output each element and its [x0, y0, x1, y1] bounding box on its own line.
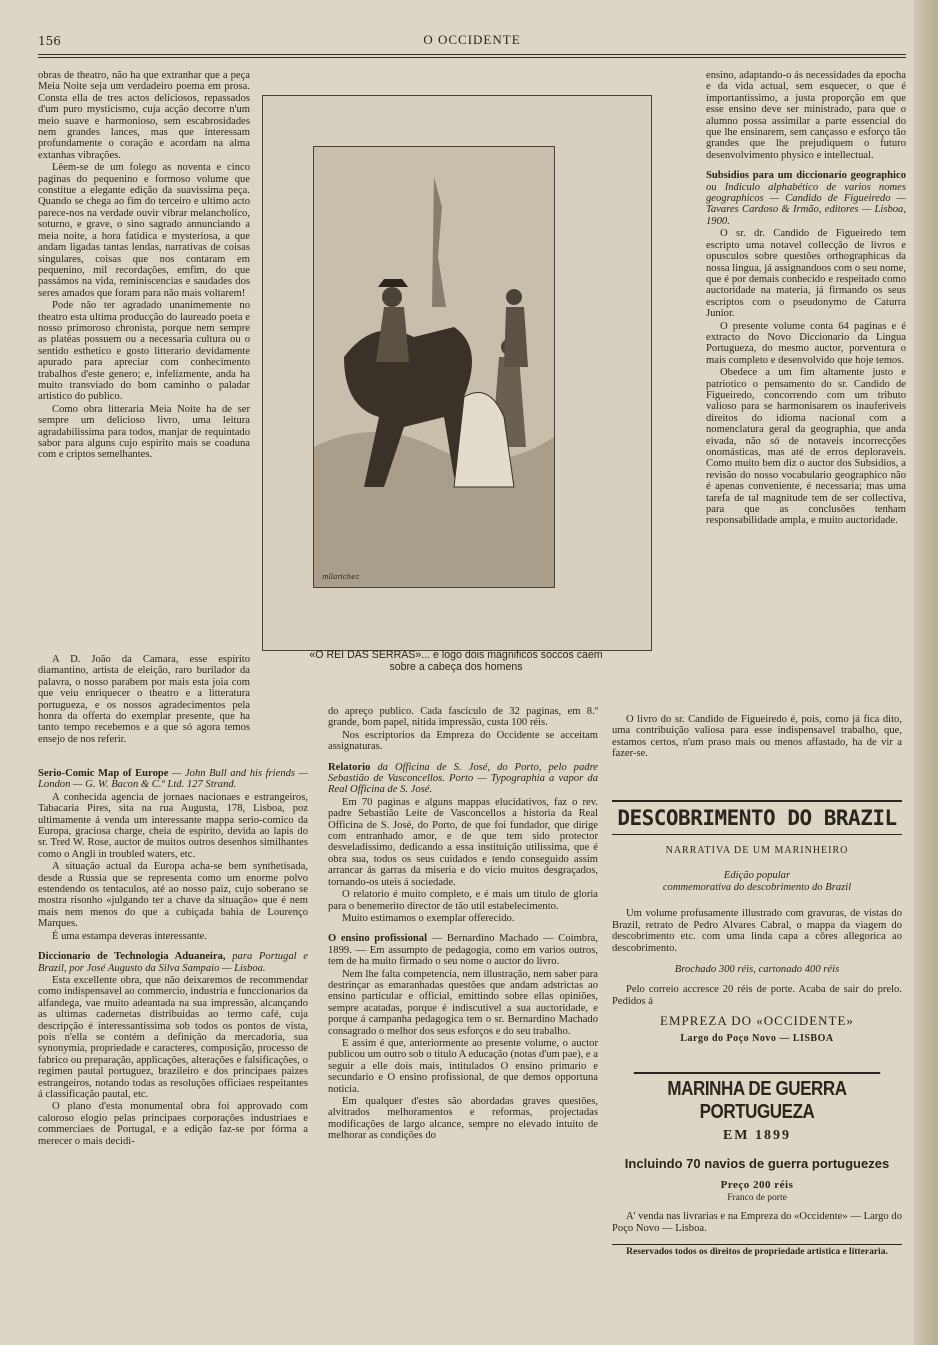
- caption-line: «O REI DAS SERRAS»... e logo dois magnificos soccos caem: [309, 649, 603, 661]
- review-heading: [328, 933, 598, 967]
- paragraph: Pode não ter agradado unanimemente no theatro esta ultima producção do laureado poeta e nosso primoroso chronista, porque nem sempre as platéas possuem ou a necessaria cultura ou o sentido esthetico e gosto litterario devidamente apurado para apreciar com conhecimento trabalhos d'este genero; e, infelizmente, anda ha muito transviado do bom caminho o paladar artistico do publico.: [38, 300, 250, 403]
- paragraph: O sr. dr. Candido de Figueiredo tem escripto uma notavel collecção de livros e opusculos sobre questões orthographicas da nossa lingua, já assignandoos com o seu nome, que é por demais conhecido e respeitado como auctoridade na materia, já firmando os seus escriptos com o pseudonymo de Caturra Junior.: [706, 228, 906, 320]
- review-meta: da Officina de S. José, do Porto, pelo padre Sebastião de Vasconcellos. Porto — Typographia a vapor da Real Officina de S. José.: [328, 761, 598, 796]
- review-meta: para Portugal e Brazil, por José Augusto da Silva Sampaio — Lisboa.: [38, 951, 308, 974]
- column-1: [38, 70, 250, 462]
- paragraph: Em 70 paginas e alguns mappas elucidativos, faz o rev. padre Sebastião Leite de Vasconcellos a historia da Real Officina de S. José, do Porto, de que foi fundador, que dirige com entranhado amor, e de que tem sido protector desveladissimo, dedicando a essa instituição utilissima, que é obra sua, todos os seus cuidados e tendo conseguido assim arrancar ás garras da miseria e do vicio muitos desgraçados, tornando-os uteis á sociedade.: [328, 796, 598, 888]
- paragraph: O presente volume conta 64 paginas e é extracto do Novo Diccionario da Lingua Portugueza, do mesmo auctor, porventura o mais completo e desenvolvido que hoje temos.: [706, 320, 906, 366]
- review-heading: [38, 768, 308, 791]
- column-3: [706, 70, 906, 528]
- artist-signature: mllarichez: [322, 573, 360, 581]
- paragraph: obras de theatro, não ha que extranhar que a peça Meia Noite seja um verdadeiro poema em prosa. Consta ella de tres actos deliciosos, repassados d'um puro mysticismo, cuja acção decorre n'um meio suave e harmonioso, sem escabrosidades nem grandes lances, mas que interessam profundamente o coração e acordam na alma extanhas vibrações.: [38, 70, 250, 161]
- ad-year: EM 1899: [722, 1128, 792, 1143]
- column-2: [328, 706, 598, 1143]
- review-meta: — Bernardino Machado — Coimbra, 1899. — Em assumpto de pedagogia, como em varios outros, tem de ha muito firmado o seu nome o auctor do livro.: [328, 933, 598, 968]
- review-title: Diccionario de Technologia Aduaneira,: [38, 951, 226, 963]
- header-rule-2: [38, 57, 906, 58]
- page-header: [38, 30, 906, 52]
- paragraph: do apreço publico. Cada fasciculo de 32 paginas, em 8.º grande, bom papel, nitida impressão, custa 100 réis.: [328, 706, 598, 729]
- paragraph: É uma estampa deveras interessante.: [52, 930, 208, 942]
- paragraph: Lêem-se de um folego as noventa e cinco paginas do pequenino e formoso volume que constitue a elegante edição da suavissima peça. Quando se chega ao fim do terceiro e ultimo acto parece-nos na verdade ouvir vibrar melancholico, soturno, e grave, o sino sagrado annunciando a meia noite, a hora fatidica e mysteriosa, a que andam ligadas tantas lendas, narrativas de coisas singulares, coisas que nos contaram em pequenino, mil recordações, emfim, do que passámos na vida, reminiscencias e saudades dos seres amados que foram para não mais voltarem!: [38, 162, 250, 299]
- figure-caption: [262, 650, 650, 673]
- page-number: 156: [38, 34, 61, 48]
- ad-title: MARINHA DE GUERRA PORTUGUEZA: [634, 1072, 881, 1124]
- ad-edition: Edição popular: [723, 870, 791, 881]
- paragraph: Nos escriptorios da Empreza do Occidente se acceitam assignaturas.: [328, 729, 598, 753]
- paragraph: A situação actual da Europa acha-se bem synthetisada, desde a Russia que se representa como um enorme polvo estendendo os tentaculos, até ao nosso paiz, cujo soberano se mostra risonho «julgando ter a chave da situação» que é nem mais nem menos do que a cubiçada bahia de Lourenço Marques.: [38, 861, 308, 930]
- ad-includes: Incluindo 70 navios de guerra portuguezes: [624, 1156, 890, 1171]
- ad-rights: Reservados todos os direitos de propriedade artistica e litteraria.: [612, 1244, 902, 1258]
- paragraph: ensino, adaptando-o ás necessidades da epocha e da vida actual, sem esquecer, o que é importantissimo, a justa proporção em que esse ensino deve ser ministrado, para que o alumno possa assimilar a parte essencial do que lhe ensinarem, sem cançasso e esforço tão grandes que lhe prejudiquem o futuro desenvolvimento physico e intellectual.: [706, 70, 906, 161]
- review-title: Relatorio: [328, 761, 371, 773]
- review-title: O ensino profissional: [328, 933, 428, 945]
- paragraph: Como obra litteraria Meia Noite ha de ser sempre um delicioso livro, uma leitura agradabilissima para todos, manjar de requintado sabor para alguns cujo espirito mais se coaduna com e criptos semelhantes.: [38, 403, 250, 461]
- illustration: [313, 146, 555, 588]
- review-meta: — John Bull and his friends — London — G. W. Bacon & C.º Ltd. 127 Strand.: [38, 768, 308, 791]
- paragraph: Esta excellente obra, que não deixaremos de recommendar como indispensavel ao commercio, industria e funccionarios da alfandega, vae muito adeantada na sua impressão, alcançando as ultimas cadernetas distribuidas ao termo café, cuja descripção é interessantissima sob todos os pontos de vista, pois n'ella se contém a definição da mercadoria, sua synonymia, propriedade e caracteres, composição, processo de fabrico ou preparação, applicações, alterações e falsificações, o regimen pautal portuguez, brazileiro e dos principaes paizes estrangeiros, notando todas as resoluções officiaes respeitantes á classificação pautal, etc.: [38, 974, 308, 1100]
- paragraph: O livro do sr. Candido de Figueiredo é, pois, como já fica dito, uma contribuição valiosa para esse indispensavel trabalho, que, estamos certos, n'um praso mais ou menos affastado, ha de vir a fazer-se.: [612, 714, 902, 760]
- advertisement-marinha: [612, 1072, 902, 1258]
- paragraph: Muito estimamos o exemplar offerecido.: [342, 912, 515, 924]
- ad-title: DESCOBRIMENTO DO BRAZIL: [612, 800, 902, 835]
- review-title: Subsidios para um diccionario geographico: [706, 170, 906, 182]
- column-3-wide: [612, 714, 902, 761]
- column-1-continued: [38, 654, 250, 746]
- review-heading: [706, 170, 906, 227]
- horseman-engraving-image: [314, 147, 554, 587]
- paragraph: A conhecida agencia de jornaes nacionaes e estrangeiros, Tabacaria Pires, sita na rua Augusta, 178, Lisboa, poz ultimamente á venda um interessante mappa serio-comico da Europa, graciosa charge, cheia de espirito, devida ao lapis do sr. Tred W. Rose, auctor de muitos outros desenhos similhantes como o Angli in troubled waters, etc.: [38, 791, 308, 860]
- page-edge: [914, 0, 938, 1345]
- ad-franco: Franco de porte: [727, 1193, 787, 1203]
- illustration-frame: [262, 95, 652, 651]
- paragraph: E assim é que, anteriormente ao presente volume, o auctor publicou um outro sob o titulo A educação (notas d'um pae), e a seguir a elle dois mais, intitulados O ensino primario e secundario e O ensino profissional, de que demos opportuna noticia.: [328, 1037, 598, 1095]
- paragraph: Obedece a um fim altamente justo e patriotico o pensamento do sr. Candido de Figueiredo, concorrendo com um tributo valioso para se harmonisarem os inauferiveis direitos do idioma nacional com a nomenclatura geral da geographia, que anda eivada, não só de notaveis incorrecções onomásticas, mas até de erros deploraveis. Como muito bem diz o auctor dos Subsidios, a revisão do nosso vocabulario geographico não é apenas conveniente, é necessaria; mas uma tarefa de tal magnitude tem de ser collectiva, para que as conclusões tenham responsabilidade ampla, e muito auctoridade.: [706, 367, 906, 527]
- ad-mail: Pelo correio accresce 20 réis de porte. Acaba de sair do prelo. Pedidos á: [612, 984, 902, 1007]
- ad-company: EMPREZA DO «OCCIDENTE»: [660, 1013, 854, 1028]
- ad-subtitle: NARRATIVA DE UM MARINHEIRO: [665, 845, 849, 856]
- review-heading: [38, 951, 308, 974]
- advertisement-descobrimento: [612, 800, 902, 1044]
- ad-address: Largo do Poço Novo — LISBOA: [680, 1033, 834, 1044]
- review-heading: [328, 762, 598, 796]
- column-1-lower: [38, 768, 308, 1148]
- ad-description: Um volume profusamente illustrado com gravuras, de vistas do Brazil, retrato de Pedro Alvares Cabral, o mappa da viagem do descobrimento etc. com uma linda capa a côres allegorica ao descobrimento.: [612, 908, 902, 954]
- paragraph: A D. João da Camara, esse espirito diamantino, artista de eleição, raro burilador da palavra, o nosso parabem por mais esta joia com que veiu enriquecer o theatro e a litteratura portugueza, e os nossos agradecimentos pela honra da offerta do exemplar presente, que ha tanto tempo recebemos e a que só agora temos ensejo de nos referir.: [38, 654, 250, 745]
- page-title: O OCCIDENTE: [423, 32, 521, 47]
- paragraph: O plano d'esta monumental obra foi approvado com caloroso elogio pelas principaes corporações industriaes e commerciaes de Portugal, e a edição faz-se por fórma a merecer o mais decidi-: [38, 1101, 308, 1147]
- paragraph: Em qualquer d'estes são abordadas graves questões, alvitrados melhoramentos e reformas, projectadas modificações de largo alcance, sempre no elevado intuito de melhorar as condições do: [328, 1096, 598, 1142]
- ad-prices: Brochado 300 réis, cartonado 400 réis: [674, 964, 840, 975]
- header-rule: [38, 54, 906, 55]
- caption-line: sobre a cabeça dos homens: [389, 660, 523, 673]
- review-title: Serio-Comic Map of Europe: [38, 768, 169, 779]
- review-meta: ou Indiculo alphabético de varios nomes geographicos — Candido de Figueiredo — Tavares Cardoso & Irmão, editores — Lisboa, 1900.: [706, 181, 906, 227]
- paragraph: Nem lhe falta competencia, nem illustração, nem saber para destrinçar as emaranhadas questões que andam adstrictas ao ensino particular e official, emittindo sobre ellas opiniões, sempre acatadas, porque é indiscutivel a sua auctoridade, e porque á campanha pedagogica tem o sr. Bernardino Machado consagrado o melhor dos seus esforços e do seu trabalho.: [328, 968, 598, 1037]
- ad-price: Preço 200 réis: [720, 1179, 794, 1191]
- ad-edition-note: commemorativa do descobrimento do Brazil: [662, 882, 852, 893]
- ad-sale: A' venda nas livrarias e na Empreza do «Occidente» — Largo do Poço Novo — Lisboa.: [612, 1211, 902, 1234]
- paragraph: O relatorio é muito completo, e é mais um titulo de gloria para o benemerito director de tão util estabelecimento.: [328, 889, 598, 912]
